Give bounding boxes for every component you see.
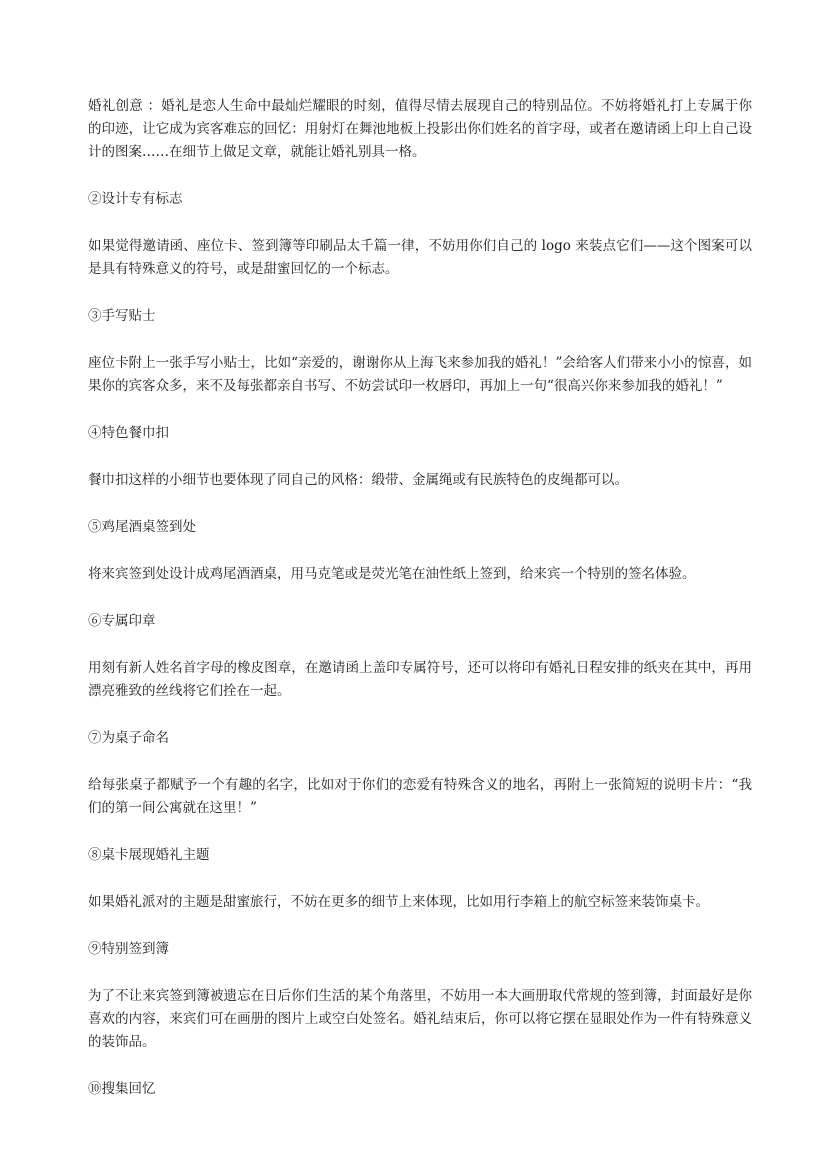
section-heading-7: ⑦为桌子命名 <box>88 730 169 746</box>
section-heading-10: ⑩搜集回忆 <box>88 1081 156 1097</box>
section-heading-8: ⑧桌卡展现婚礼主题 <box>88 847 210 863</box>
section-body-2: 如果觉得邀请函、座位卡、签到簿等印刷品太千篇一律，不妨用你们自己的 logo 来装点它们——这个图案可以是具有特殊意义的符号，或是甜蜜回忆的一个标志。 <box>88 238 752 277</box>
section-body-3: 座位卡附上一张手写小贴士，比如“亲爱的，谢谢你从上海飞来参加我的婚礼！”会给客人们带来小小的惊喜，如果你的宾客众多，来不及每张都亲自书写、不妨尝试印一枚唇印，再加上一句“很高兴你来参加我的婚礼！” <box>88 355 752 394</box>
section-body-7: 给每张桌子都赋予一个有趣的名字，比如对于你们的恋爱有特殊含义的地名，再附上一张简短的说明卡片：“我们的第一间公寓就在这里！” <box>88 777 752 816</box>
section-body-6: 用刻有新人姓名首字母的橡皮图章，在邀请函上盖印专属符号，还可以将印有婚礼日程安排的纸夹在其中，再用漂亮雅致的丝线将它们拴在一起。 <box>88 660 752 699</box>
section-heading-3: ③手写贴士 <box>88 308 156 324</box>
section-body-8: 如果婚礼派对的主题是甜蜜旅行，不妨在更多的细节上来体现，比如用行李箱上的航空标签来装饰桌卡。 <box>88 894 709 910</box>
section-heading-5: ⑤鸡尾酒桌签到处 <box>88 519 196 535</box>
section-body-5: 将来宾签到处设计成鸡尾酒酒桌，用马克笔或是荧光笔在油性纸上签到，给来宾一个特别的签名体验。 <box>88 566 696 582</box>
section-heading-4: ④特色餐巾扣 <box>88 425 169 441</box>
document-page <box>88 95 752 1125</box>
section-heading-2: ②设计专有标志 <box>88 191 183 207</box>
section-body-9: 为了不让来宾签到簿被遗忘在日后你们生活的某个角落里，不妨用一本大画册取代常规的签到簿，封面最好是你喜欢的内容，来宾们可在画册的图片上或空白处签名。婚礼结束后，你可以将它摆在显眼处作为一件有特殊意义的装饰品。 <box>88 988 752 1050</box>
section-heading-9: ⑨特别签到簿 <box>88 941 169 957</box>
intro-paragraph: 婚礼创意 ：婚礼是恋人生命中最灿烂耀眼的时刻，值得尽情去展现自己的特别品位。不妨将婚礼打上专属于你的印迹，让它成为宾客难忘的回忆：用射灯在舞池地板上投影出你们姓名的首字母，或者在邀请函上印上自己设计的图案……在细节上做足文章，就能让婚礼别具一格。 <box>88 98 752 160</box>
section-body-4: 餐巾扣这样的小细节也要体现了同自己的风格：缎带、金属绳或有民族特色的皮绳都可以。 <box>88 472 628 488</box>
section-heading-6: ⑥专属印章 <box>88 613 156 629</box>
